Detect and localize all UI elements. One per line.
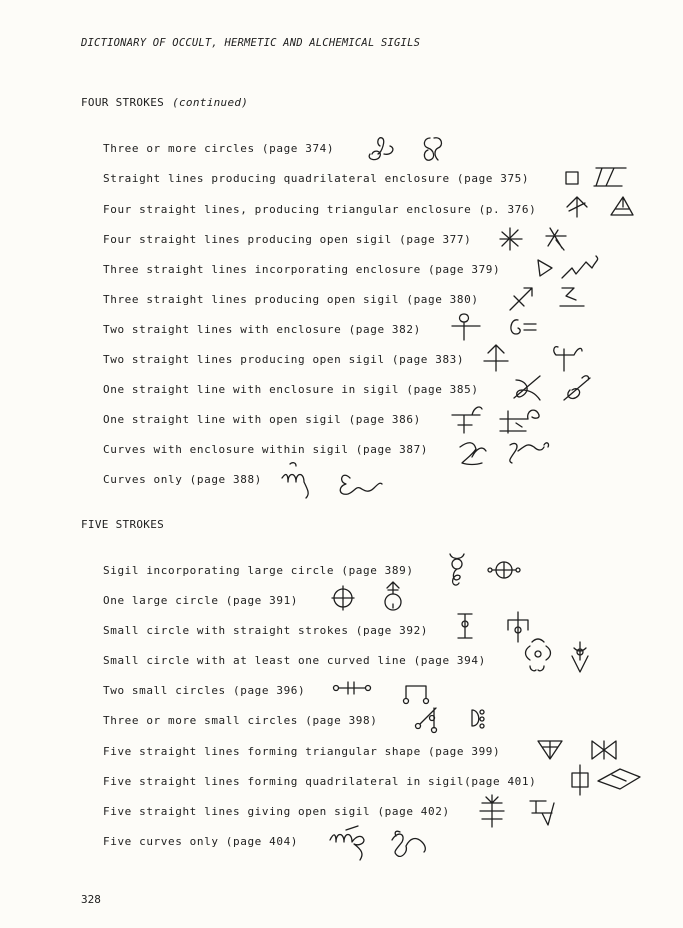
entry-triangular-enclosure: Four straight lines, producing triangular enclosure (p. 376) [103,203,537,216]
arrow-cross-sigil-icon [482,341,592,373]
sigil-pair-19 [536,735,626,767]
entry-curves-enclosure: Curves with enclosure within sigil (page 387) [103,443,429,456]
entry-five-lines-quadrilateral: Five straight lines forming quadrilateral in sigil(page 401) [103,775,537,788]
small-circle-bar-sigil-icon [452,608,552,644]
star-lines-sigil-icon [496,224,576,252]
triangle-sigil-icon [565,193,637,221]
entry-three-or-more-circles: Three or more circles (page 374) [103,142,335,155]
three-circles-small-sigil-icon [410,702,490,736]
entry-large-circle-incorporated: Sigil incorporating large circle (page 389) [103,564,414,577]
entry-one-line-open: One straight line with open sigil (page 386) [103,413,421,426]
section-title-five-strokes [81,518,164,531]
entry-small-circle-curved: Small circle with at least one curved line (page 394) [103,654,486,667]
sigil-pair-11 [458,433,558,469]
branch-sigil-icon [450,403,550,439]
open-five-lines-sigil-icon [478,793,568,829]
sigil-pair-8 [482,341,592,373]
section-title-text: FOUR STROKES [81,96,165,109]
entry-two-lines-open: Two straight lines producing open sigil (page 383) [103,353,465,366]
triangular-shape-sigil-icon [536,735,626,767]
sigil-pair-21 [478,793,568,829]
sigil-pair-17 [330,674,450,708]
entry-two-lines-enclosure: Two straight lines with enclosure (page 382) [103,323,421,336]
loop-cross-sigil-icon [450,312,540,342]
page-header: DICTIONARY OF OCCULT, HERMETIC AND ALCHEMICAL SIGILS [81,37,421,49]
sigil-pair-9 [510,372,596,404]
entry-open-sigil-four-lines: Four straight lines producing open sigil (page 377) [103,233,472,246]
page-number: 328 [81,893,101,906]
entry-three-lines-open: Three straight lines producing open sigil (page 380) [103,293,479,306]
crossed-loop-sigil-icon [510,372,596,404]
entry-five-curves: Five curves only (page 404) [103,835,299,848]
square-and-bars-sigil-icon [562,164,652,190]
entry-one-line-enclosure: One straight line with enclosure in sigil (page 385) [103,383,479,396]
entry-small-circle-straight: Small circle with straight strokes (page 392) [103,624,429,637]
section-title-four-strokes [81,96,248,109]
section-title-text: FIVE STROKES [81,518,165,531]
sigil-pair-18 [410,702,490,736]
entry-one-large-circle: One large circle (page 391) [103,594,299,607]
sigil-pair-12 [280,458,400,496]
sigil-pair-14 [330,580,410,614]
sigil-pair-6 [506,282,590,314]
two-circles-sigil-icon [330,674,450,708]
entry-three-lines-enclosure: Three straight lines incorporating enclosure (page 379) [103,263,501,276]
triangle-zigzag-sigil-icon [534,252,602,282]
sigil-pair-10 [450,403,550,439]
sigil-pair-1 [364,132,464,164]
arrow-bars-sigil-icon [506,282,590,314]
sigil-pair-22 [328,820,438,862]
large-circle-sigil-icon [446,550,536,590]
sigil-pair-15 [452,608,552,644]
quadrilateral-sigil-icon [568,763,648,797]
entry-five-lines-open: Five straight lines giving open sigil (page 402) [103,805,450,818]
entry-three-small-circles: Three or more small circles (page 398) [103,714,378,727]
m-curve-sigil-icon [280,458,400,496]
curved-circle-sigil-icon [520,638,600,678]
sigil-pair-20 [568,763,648,797]
three-circles-sigil-icon [364,132,464,164]
entry-curves-only: Curves only (page 388) [103,473,262,486]
sigil-pair-4 [496,224,576,252]
continued-label: (continued) [172,96,249,109]
five-curves-sigil-icon [328,820,438,862]
sigil-pair-5 [534,252,602,282]
sigil-pair-16 [520,638,600,678]
entry-five-lines-triangular: Five straight lines forming triangular shape (page 399) [103,745,501,758]
sigil-pair-13 [446,550,536,590]
entry-two-small-circles: Two small circles (page 396) [103,684,306,697]
sigil-pair-7 [450,312,540,342]
quartered-circle-sigil-icon [330,580,410,614]
curve-loop-sigil-icon [458,433,558,469]
sigil-pair-3 [565,193,637,221]
sigil-pair-2 [562,164,652,190]
entry-quadrilateral-enclosure: Straight lines producing quadrilateral enclosure (page 375) [103,172,530,185]
